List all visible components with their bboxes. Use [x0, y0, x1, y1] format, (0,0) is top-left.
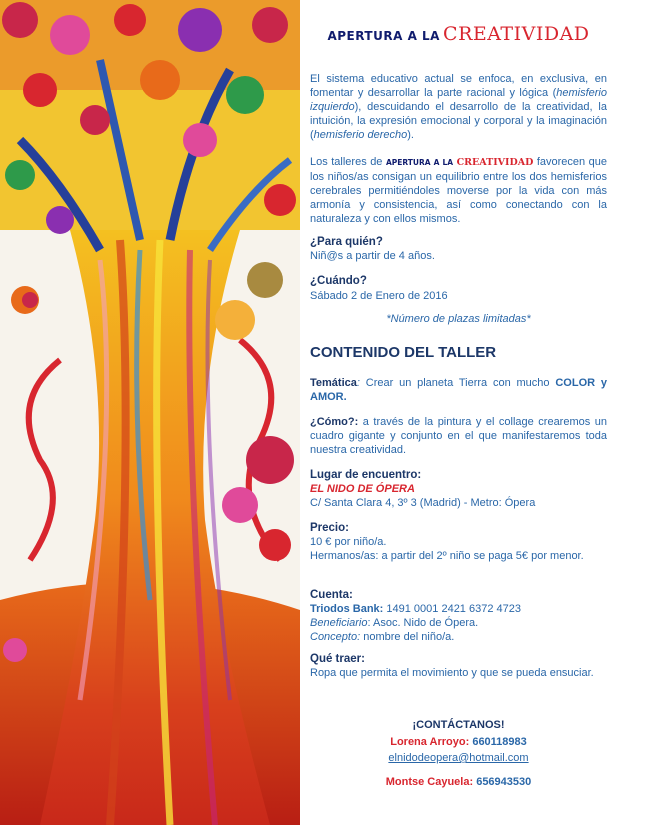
cuenta-concepto-line: [310, 630, 607, 644]
content-column: [310, 0, 607, 825]
cuando-label: ¿Cuándo?: [310, 275, 367, 287]
como-label: ¿Cómo?:: [310, 416, 359, 428]
contacto-montse-name: Montse Cayuela:: [385, 776, 474, 788]
tematica-paragraph: [310, 376, 607, 404]
title-apertura: APERTURA A LA: [327, 29, 440, 43]
intro-paragraph-1: [310, 72, 607, 142]
para-quien-value: Niñ@s a partir de 4 años.: [310, 250, 435, 262]
concepto-value: nombre del niño/a.: [360, 631, 455, 643]
contacto-montse: [310, 775, 607, 789]
plazas-note: *Número de plazas limitadas*: [386, 313, 531, 325]
tematica-text: Crear un planeta Tierra con mucho: [359, 377, 556, 389]
contenido-heading: CONTENIDO DEL TALLER: [310, 344, 497, 361]
contacto-montse-phone[interactable]: 656943530: [473, 776, 532, 788]
contacto-lorena: [310, 735, 607, 749]
tree-painting-svg: [0, 0, 300, 825]
intro-p1-emphasis-left: hemisferio izquierdo: [310, 87, 607, 113]
contacto-heading: ¡CONTÁCTANOS!: [412, 719, 505, 731]
intro-p2-text-a: Los talleres de: [310, 156, 386, 168]
contacto-lorena-name: Lorena Arroyo:: [390, 736, 470, 748]
intro-p1-emphasis-right: hemisferio derecho: [313, 129, 408, 141]
cuenta-label: Cuenta:: [310, 589, 353, 601]
lugar-label: Lugar de encuentro:: [310, 469, 422, 481]
como-paragraph: [310, 415, 607, 457]
contacto-lorena-phone[interactable]: 660118983: [469, 736, 527, 748]
cuando-value: Sábado 2 de Enero de 2016: [310, 290, 448, 302]
concepto-label: Concepto:: [310, 631, 361, 643]
beneficiario-label: Beneficiario: [310, 617, 368, 629]
lugar-address: C/ Santa Clara 4, 3º 3 (Madrid) - Metro: Ópera: [310, 497, 536, 509]
traer-value: Ropa que permita el movimiento y que se pueda ensuciar.: [310, 667, 594, 679]
intro-p1-text-c: ).: [407, 129, 414, 141]
lugar-name: EL NIDO DE ÓPERA: [310, 483, 415, 495]
tematica-colon: :: [356, 377, 360, 389]
intro-p2-brand-creatividad: CREATIVIDAD: [456, 157, 534, 168]
tree-painting: [0, 0, 300, 825]
para-quien-label: ¿Para quién?: [310, 236, 383, 248]
intro-p1-text-a: El sistema educativo actual se enfoca, en exclusiva, en fomentar y desarrollar la parte racional y lógica (: [310, 73, 607, 99]
tematica-highlight: COLOR y AMOR.: [310, 377, 607, 403]
precio-line1: 10 € por niño/a.: [310, 536, 387, 548]
contacto-email-line: [310, 751, 607, 765]
page-title: [310, 23, 607, 45]
tematica-label: Temática: [310, 377, 357, 389]
cuenta-bank-line: [310, 602, 607, 616]
traer-label: Qué traer:: [310, 653, 365, 665]
como-text: a través de la pintura y el collage crearemos un cuadro gigante y conjunto en el que manifestaremos toda nuestra creatividad.: [310, 416, 607, 456]
precio-label: Precio:: [310, 522, 349, 534]
precio-line2: Hermanos/as: a partir del 2º niño se paga 5€ por menor.: [310, 550, 584, 562]
intro-p2-text-b: favorecen que los niños/as consigan un equilibrio entre los dos hemisferios cerebrales permitiéndoles moverse por la vida con más armonía y consistencia, así como conectando con la naturaleza y con ellos mismos.: [310, 156, 607, 225]
contacto-email-link[interactable]: elnidodeopera@hotmail.com: [388, 752, 529, 764]
intro-p2-brand-apertura: APERTURA A LA: [385, 158, 454, 167]
cuenta-iban: 1491 0001 2421 6372 4723: [383, 603, 521, 615]
cuenta-beneficiario-line: [310, 616, 607, 630]
cuenta-bank: Triodos Bank:: [310, 603, 384, 615]
intro-p1-text-b: ), descuidando el desarrollo de la creatividad, la intuición, la expresión emocional y corporal y la imaginación (: [310, 101, 607, 141]
intro-paragraph-2: [310, 155, 607, 226]
beneficiario-value: : Asoc. Nido de Ópera.: [367, 617, 479, 629]
title-creatividad: CREATIVIDAD: [443, 23, 590, 45]
